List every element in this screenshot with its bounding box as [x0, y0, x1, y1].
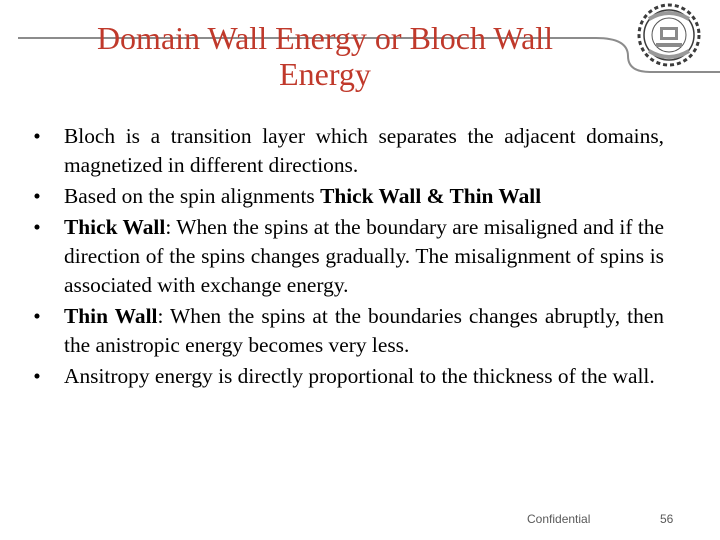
bullet-bold-text: Thick Wall & Thin Wall: [320, 184, 542, 208]
bullet-text: Based on the spin alignments: [64, 184, 321, 208]
bullet-marker: •: [33, 304, 41, 328]
bullet-item: [30, 362, 664, 391]
bullet-bold-text: Thin Wall: [64, 304, 158, 328]
bullet-item: [30, 182, 664, 211]
university-seal-icon: [622, 2, 716, 72]
page-number: 56: [660, 512, 674, 526]
bullet-marker: •: [33, 215, 41, 239]
bullet-item: [30, 213, 664, 300]
bullet-bold-text: Thick Wall: [64, 215, 166, 239]
title-line-2: Energy: [279, 56, 371, 92]
bullet-text: Ansitropy energy is directly proportional to the thickness of the wall.: [64, 364, 655, 388]
bullet-marker: •: [33, 184, 41, 208]
bullet-text: : When the spins at the boundaries changes abruptly, then the anistropic energy becomes very less.: [64, 304, 664, 357]
bullet-item: [30, 122, 664, 180]
bullet-list: [30, 122, 664, 393]
title-line-1: Domain Wall Energy or Bloch Wall: [96, 20, 554, 56]
bullet-text: Bloch is a transition layer which separates the adjacent domains, magnetized in different directions.: [64, 124, 664, 177]
bullet-item: [30, 302, 664, 360]
bullet-text: : When the spins at the boundary are misaligned and if the direction of the spins changes gradually. The misalignment of spins is associated with exchange energy.: [64, 215, 664, 297]
slide-title: [30, 20, 620, 92]
bullet-marker: •: [33, 364, 41, 388]
bullet-marker: •: [33, 124, 41, 148]
footer-label: Confidential: [527, 512, 591, 526]
